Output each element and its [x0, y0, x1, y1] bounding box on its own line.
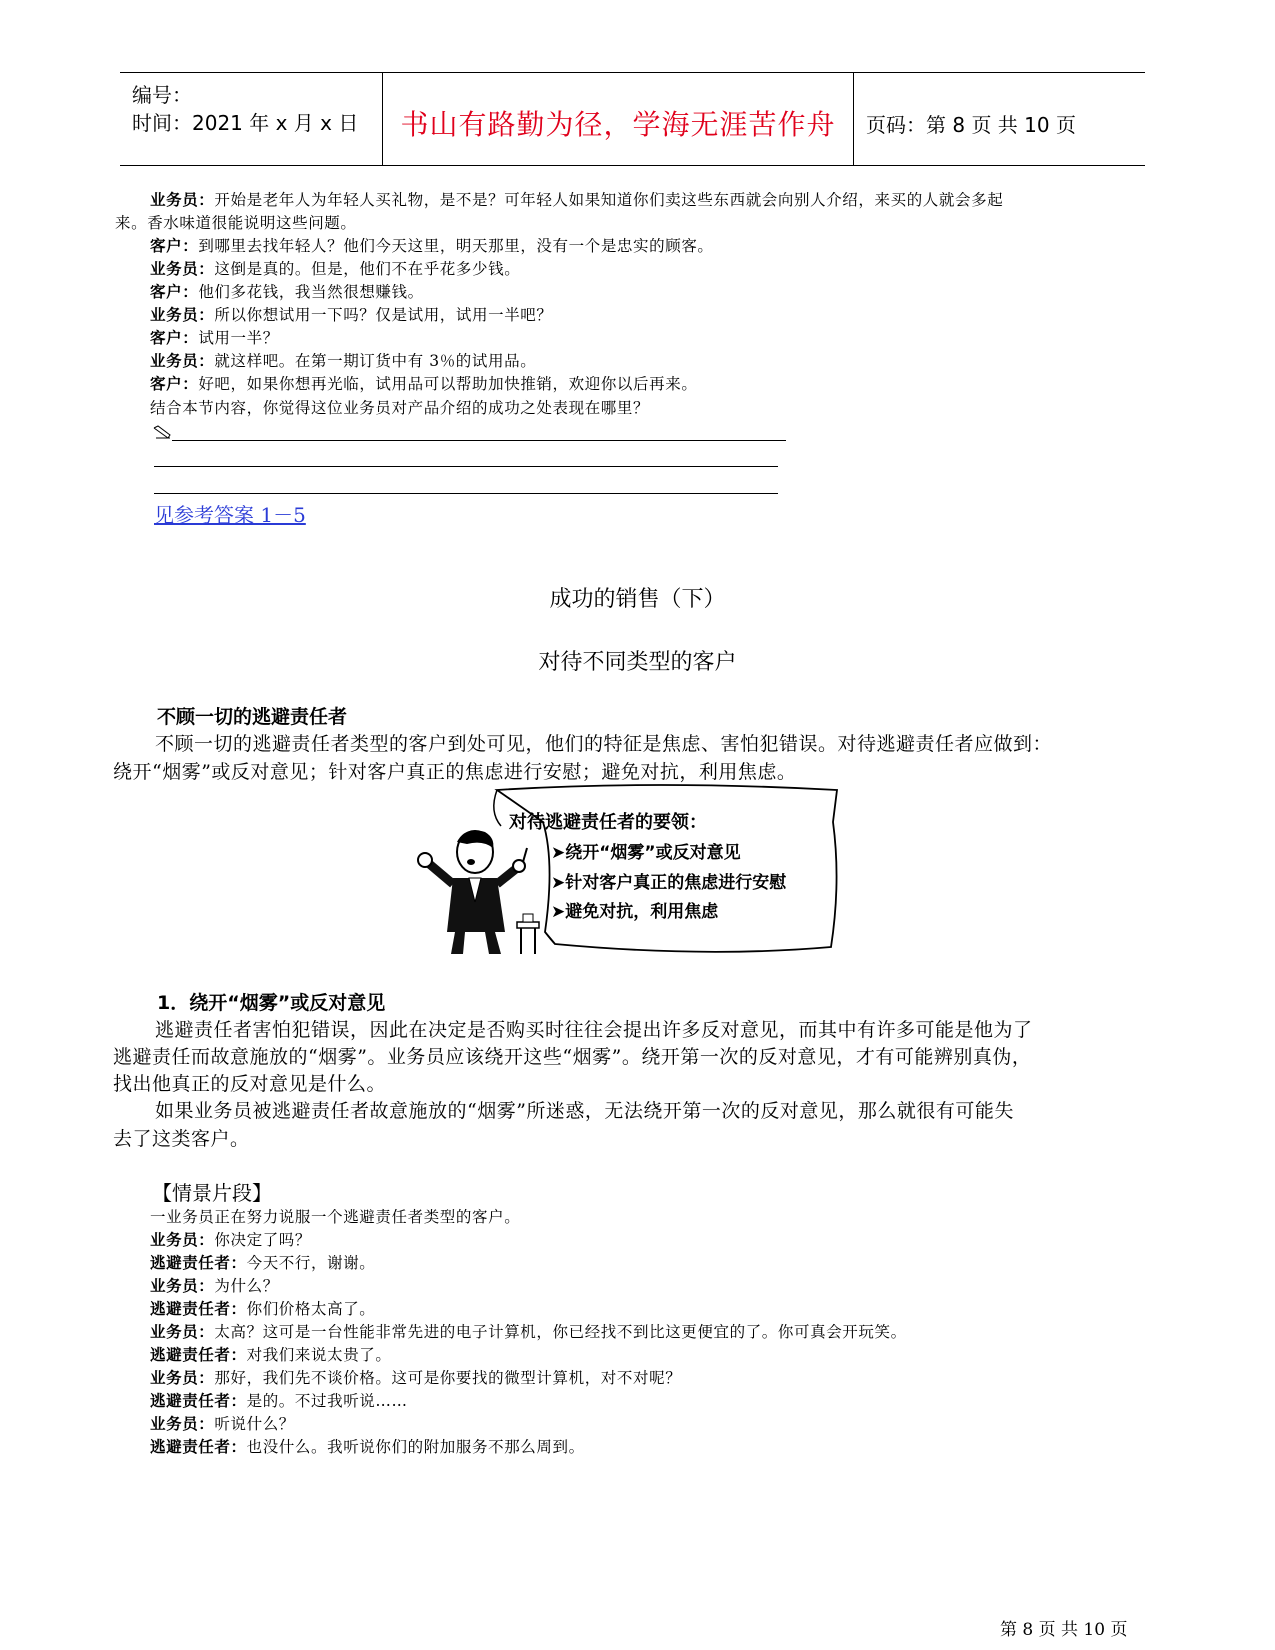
dialog-text: 他们多花钱，我当然很想赚钱。	[198, 283, 424, 301]
illustration-item: ➤绕开“烟雾”或反对意见	[551, 843, 741, 863]
dialog-text: 对我们来说太贵了。	[246, 1346, 392, 1364]
speaker: 客户：	[150, 282, 199, 301]
section-subtitle: 对待不同类型的客户	[538, 650, 737, 675]
dialog-line	[150, 1274, 279, 1296]
header-right-cell	[854, 73, 1144, 165]
dialog-line	[115, 211, 357, 233]
speaker: 业务员：	[150, 190, 215, 209]
dialog-line	[150, 1297, 375, 1319]
speaker: 客户：	[150, 236, 199, 255]
speaker: 逃避责任者：	[150, 1299, 247, 1318]
dialog-line	[150, 349, 536, 371]
person-figure	[418, 830, 539, 954]
dialog-line	[150, 1435, 585, 1457]
dialog-line	[150, 1251, 375, 1273]
paragraph-line: 如果业务员被逃避责任者故意施放的“烟雾”所迷惑，无法绕开第一次的反对意见，那么就很有可能失	[155, 1100, 1014, 1122]
paragraph-line: 不顾一切的逃避责任者类型的客户到处可见，他们的特征是焦虑、害怕犯错误。对待逃避责任者应做到：	[155, 733, 1053, 755]
answer-line[interactable]	[154, 466, 778, 467]
dialog-line	[150, 303, 553, 325]
paragraph-line: 去了这类客户。	[113, 1128, 250, 1150]
illustration-item: ➤针对客户真正的焦虑进行安慰	[551, 873, 787, 893]
dialog-text: 你决定了吗？	[214, 1231, 312, 1249]
number-label: 编号：	[132, 83, 192, 107]
dialog-text: 好吧，如果你想再光临，试用品可以帮助加快推销，欢迎你以后再来。	[198, 375, 698, 393]
speaker: 客户：	[150, 374, 199, 393]
pencil-icon	[152, 424, 174, 442]
dialog-line	[150, 1320, 907, 1342]
dialog-text: 是的。不过我听说……	[246, 1392, 408, 1410]
dialog-text: 就这样吧。在第一期订货中有 3％的试用品。	[214, 352, 537, 370]
speaker: 业务员：	[150, 1414, 215, 1433]
dialog-text: 太高？这可是一台性能非常先进的电子计算机，你已经找不到比这更便宜的了。你可真会开玩笑。	[214, 1323, 907, 1341]
dialog-line	[150, 280, 424, 302]
question-line	[150, 396, 649, 418]
answer-line[interactable]	[172, 440, 786, 441]
motto: 书山有路勤为径，学海无涯苦作舟	[400, 108, 836, 141]
page-label: 页码：第 8 页 共 10 页	[866, 113, 1076, 137]
dialog-line	[150, 188, 1003, 210]
dialog-text: 这倒是真的。但是，他们不在乎花多少钱。	[214, 260, 521, 278]
speaker: 业务员：	[150, 1276, 215, 1295]
dialog-text: 那好，我们先不谈价格。这可是你要找的微型计算机，对不对呢？	[214, 1369, 682, 1387]
section-title: 成功的销售（下）	[549, 587, 726, 612]
speaker: 业务员：	[150, 259, 215, 278]
speaker: 业务员：	[150, 1368, 215, 1387]
illustration-title: 对待逃避责任者的要领：	[509, 812, 707, 833]
dialog-line	[150, 372, 697, 394]
illustration-item: ➤避免对抗，利用焦虑	[551, 902, 719, 922]
dialog-line	[150, 1366, 681, 1388]
speaker: 逃避责任者：	[150, 1437, 247, 1456]
dialog-line	[150, 1389, 408, 1411]
answer-link[interactable]: 见参考答案 1－5	[154, 503, 306, 527]
paragraph-line: 逃避责任者害怕犯错误，因此在决定是否购买时往往会提出许多反对意见，而其中有许多可能是他为了	[155, 1019, 1033, 1041]
illustration	[405, 782, 845, 960]
speaker: 逃避责任者：	[150, 1345, 247, 1364]
dialog-line	[150, 1343, 392, 1365]
speaker: 逃避责任者：	[150, 1391, 247, 1410]
dialog-line	[150, 1412, 295, 1434]
dialog-text: 你们价格太高了。	[246, 1300, 376, 1318]
dialog-text: 今天不行，谢谢。	[246, 1254, 376, 1272]
dialog-line	[150, 326, 279, 348]
dialog-text: 开始是老年人为年轻人买礼物，是不是？可年轻人如果知道你们卖这些东西就会向别人介绍，来买的人就会多起	[214, 191, 1004, 209]
paragraph-line: 逃避责任而故意施放的“烟雾”。业务员应该绕开这些“烟雾”。绕开第一次的反对意见，才有可能辨别真伪，	[113, 1046, 1032, 1068]
speaker: 业务员：	[150, 351, 215, 370]
heading-smoke: 1．绕开“烟雾”或反对意见	[157, 992, 386, 1014]
dialog-line	[150, 257, 520, 279]
speaker: 业务员：	[150, 305, 215, 324]
question-text: 结合本节内容，你觉得这位业务员对产品介绍的成功之处表现在哪里？	[150, 399, 650, 417]
scenario-heading: 【情景片段】	[152, 1181, 272, 1205]
header-table	[120, 72, 1145, 166]
time-label: 时间：2021 年 x 月 x 日	[132, 111, 359, 135]
scenario-intro: 一业务员正在努力说服一个逃避责任者类型的客户。	[150, 1208, 521, 1226]
header-center-cell	[382, 73, 854, 165]
dialog-text: 来。香水味道很能说明这些问题。	[115, 214, 357, 232]
dialog-line	[150, 1228, 311, 1250]
dialog-line	[150, 234, 714, 256]
dialog-text: 所以你想试用一下吗？仅是试用，试用一半吧？	[214, 306, 553, 324]
dialog-text: 为什么？	[214, 1277, 279, 1295]
dialog-text: 到哪里去找年轻人？他们今天这里，明天那里，没有一个是忠实的顾客。	[198, 237, 714, 255]
page-footer: 第 8 页 共 10 页	[1000, 1620, 1128, 1640]
speaker: 逃避责任者：	[150, 1253, 247, 1272]
paragraph-line: 绕开“烟雾”或反对意见；针对客户真正的焦虑进行安慰；避免对抗，利用焦虑。	[113, 761, 797, 783]
header-left-cell	[120, 73, 382, 165]
speaker: 客户：	[150, 328, 199, 347]
answer-line[interactable]	[154, 493, 778, 494]
heading-evader: 不顾一切的逃避责任者	[157, 706, 348, 728]
dialog-text: 听说什么？	[214, 1415, 295, 1433]
speaker: 业务员：	[150, 1230, 215, 1249]
paragraph-line: 找出他真正的反对意见是什么。	[113, 1073, 387, 1095]
dialog-text: 试用一半？	[198, 329, 279, 347]
dialog-text: 也没什么。我听说你们的附加服务不那么周到。	[246, 1438, 585, 1456]
speaker: 业务员：	[150, 1322, 215, 1341]
